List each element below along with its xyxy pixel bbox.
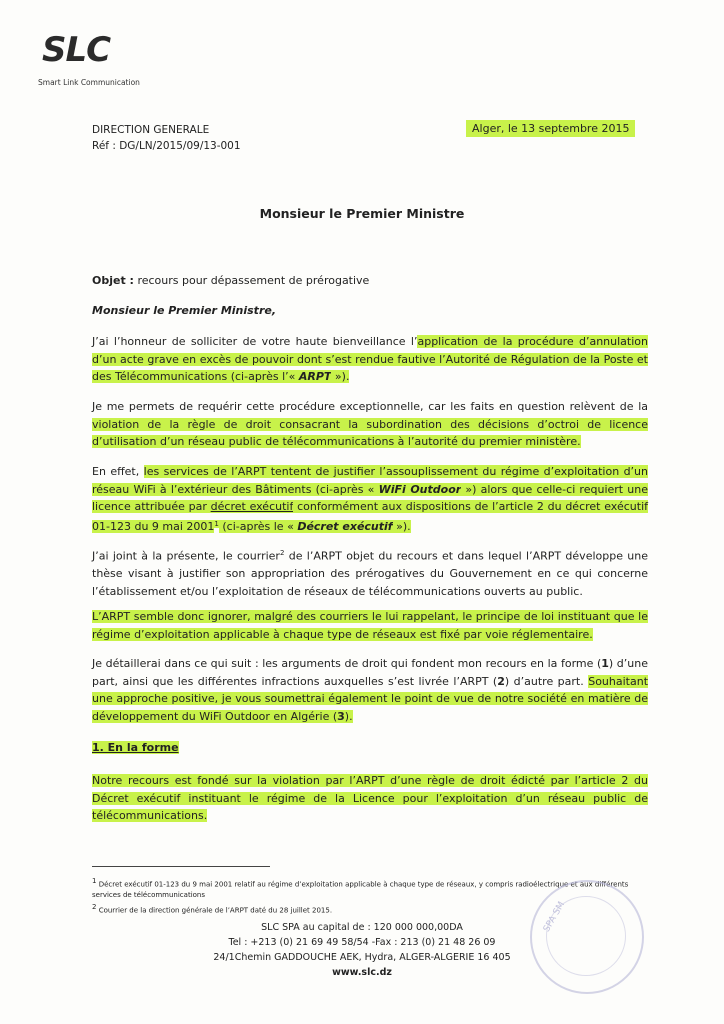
p3-highlight-5: »).	[392, 520, 411, 534]
p1-arpt: ARPT	[298, 370, 332, 383]
p5-highlight: L’ARPT semble donc ignorer, malgré des courriers le lui rappelant, le principe de loi instituant que le régime d’exploitation applicable à chaque type de réseaux est fixé par voie réglementaire.	[92, 610, 648, 641]
p6-num-1: 1	[601, 657, 609, 670]
p1-highlight: application de la procédure d’annulation d’un acte grave en excès de pouvoir dont s’est rendue fautive l’Autorité de Régulation de la Poste et des Télécommunications (ci-après l’«	[92, 335, 648, 383]
footnote-ref-1: 1	[214, 519, 219, 528]
footnote-1-text: Décret exécutif 01-123 du 9 mai 2001 relatif au régime d’exploitation applicable à chaque type de réseaux, y compris radioélectrique et aux différents services de télécommunications	[92, 880, 629, 900]
paragraph-6	[92, 655, 648, 725]
p6-end: ).	[344, 709, 353, 723]
p3-wifi-outdoor: WiFi Outdoor	[378, 482, 462, 496]
footer-address: 24/1Chemin GADDOUCHE AEK, Hydra, ALGER-ALGERIE 16 405	[213, 952, 511, 963]
logo-subtitle: Smart Link Communication	[38, 78, 140, 87]
paragraph-3	[92, 463, 648, 536]
p6-text: Je détaillerai dans ce qui suit : les arguments de droit qui fondent mon recours en la forme (	[92, 657, 602, 670]
subject-line	[92, 272, 648, 290]
p4-text-end: de l’ARPT objet du recours et dans lequel l’ARPT développe une thèse visant à justifier son appropriation des prérogatives du Gouvernement en ce qui concerne l’établissement et/ou l’exploitation de réseaux de télécommunications ouverts au public.	[92, 549, 649, 598]
slc-logo	[38, 30, 158, 94]
subject-label: Objet :	[92, 274, 134, 287]
p4-text: J’ai joint à la présente, le courrier	[92, 549, 280, 563]
footer-capital: SLC SPA au capital de : 120 000 000,00DA	[261, 922, 463, 933]
p1-end: »).	[331, 370, 350, 383]
footnote-ref-2: 2	[279, 549, 285, 557]
paragraph-5	[92, 608, 648, 643]
p1-text: J’ai l’honneur de solliciter de votre haute bienveillance l’	[92, 335, 418, 348]
paragraph-7	[92, 772, 648, 825]
paragraph-1	[92, 333, 648, 386]
footnote-divider	[92, 866, 270, 867]
stamp-text: SPA SM	[541, 900, 568, 934]
p3-highlight-1: les services de l’ARPT tentent de justifier l’assouplissement du régime d’exploitation d’un réseau WiFi à l’extérieur des Bâtiments (ci-après «	[92, 465, 648, 496]
footnote-2-number: 2	[92, 903, 97, 911]
p7-highlight: Notre recours est fondé sur la violation par l’ARPT d’une règle de droit édicté par l’article 2 du Décret exécutif instituant le régime de la Licence pour l’exploitation d’un réseau public de télécommunications.	[92, 774, 648, 822]
p3-decret-executif: Décret exécutif	[297, 520, 393, 534]
sender-block	[92, 122, 241, 154]
p2-highlight: violation de la règle de droit consacrant la subordination des décisions d’octroi de licence d’utilisation d’un réseau public de télécommunications à l’autorité du premier ministère.	[92, 417, 648, 448]
p6-text-2: ) d’une part, ainsi que les différentes infractions auxquelles s’est livrée l’ARPT (	[92, 657, 648, 688]
footer-website[interactable]: www.slc.dz	[332, 967, 392, 978]
letter-title: Monsieur le Premier Ministre	[259, 206, 465, 221]
p6-highlight: Souhaitant une approche positive, je vous soumettrai également le point de vue de notre société en matière de développement du WiFi Outdoor en Algérie (	[92, 674, 649, 723]
p3-text: En effet,	[92, 465, 144, 478]
letter-date: Alger, le 13 septembre 2015	[466, 120, 635, 137]
p3-highlight-2: ») alors que celle-ci requiert une licence attribuée par	[92, 482, 649, 513]
p6-text-3: ) d’autre part.	[504, 674, 589, 688]
p3-decret-underlined: décret exécutif	[210, 500, 294, 513]
p3-highlight-4: (ci-après le «	[218, 520, 298, 534]
logo-text: SLC	[42, 30, 111, 70]
reference: Réf : DG/LN/2015/09/13-001	[92, 140, 241, 152]
p6-num-3: 3	[337, 709, 345, 723]
paragraph-2	[92, 398, 648, 451]
footnote-2-text: Courrier de la direction générale de l’ARPT daté du 28 juillet 2015.	[98, 906, 333, 915]
footer-phone: Tel : +213 (0) 21 69 49 58/54 -Fax : 213 (0) 21 48 26 09	[228, 937, 496, 948]
section-1-title: 1. En la forme	[92, 741, 179, 754]
section-heading	[92, 739, 648, 757]
footnote-1-number: 1	[92, 877, 97, 885]
paragraph-4	[92, 545, 648, 600]
p6-num-2: 2	[497, 674, 505, 688]
company-stamp	[530, 880, 644, 994]
p2-text: Je me permets de requérir cette procédure exceptionnelle, car les faits en question relèvent de la	[92, 400, 648, 413]
salutation	[92, 302, 648, 320]
subject-text: recours pour dépassement de prérogative	[137, 274, 370, 287]
p3-highlight-3: conformément aux dispositions de l’article 2 du décret exécutif 01-123 du 9 mai 2001	[92, 500, 649, 534]
direction-label: DIRECTION GENERALE	[92, 124, 210, 136]
salutation-text: Monsieur le Premier Ministre,	[92, 304, 277, 317]
